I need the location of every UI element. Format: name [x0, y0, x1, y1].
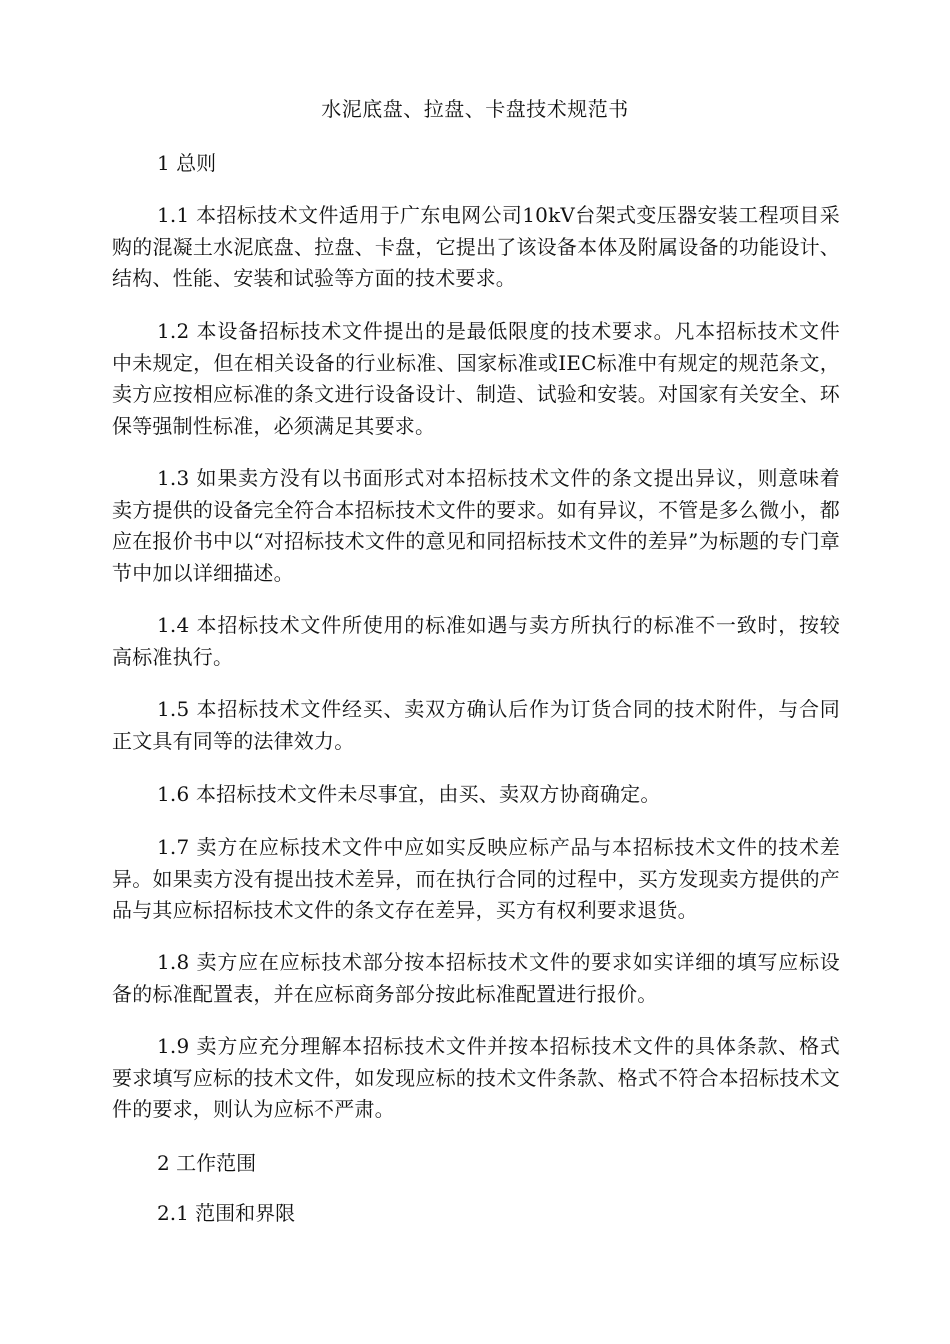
paragraph-1-6: 1.6 本招标技术文件未尽事宜，由买、卖双方协商确定。	[157, 782, 661, 806]
paragraph-1-7: 1.7 卖方在应标技术文件中应如实反映应标产品与本招标技术文件的技术差异。如果卖方没有提出技术差异，而在执行合同的过程中，买方发现卖方提供的产品与其应标招标技术文件的条文存在差异，买方有权利要求退货。	[112, 835, 840, 922]
section-heading-scope: 2 工作范围	[157, 1151, 257, 1175]
paragraph-1-3: 1.3 如果卖方没有以书面形式对本招标技术文件的条文提出异议，则意味着卖方提供的设备完全符合本招标技术文件的要求。如有异议，不管是多么微小，都应在报价书中以“对招标技术文件的意见和同招标技术文件的差异”为标题的专门章节中加以详细描述。	[112, 466, 840, 585]
paragraph-1-5: 1.5 本招标技术文件经买、卖双方确认后作为订货合同的技术附件，与合同正文具有同等的法律效力。	[112, 697, 840, 753]
subsection-heading-scope-boundaries: 2.1 范围和界限	[157, 1201, 296, 1225]
paragraph-1-1: 1.1 本招标技术文件适用于广东电网公司10kV台架式变压器安装工程项目采购的混凝土水泥底盘、拉盘、卡盘，它提出了该设备本体及附属设备的功能设计、结构、性能、安装和试验等方面的技术要求。	[112, 203, 840, 290]
paragraph-1-2: 1.2 本设备招标技术文件提出的是最低限度的技术要求。凡本招标技术文件中未规定，但在相关设备的行业标准、国家标准或IEC标准中有规定的规范条文，卖方应按相应标准的条文进行设备设计、制造、试验和安装。对国家有关安全、环保等强制性标准，必须满足其要求。	[112, 319, 840, 438]
paragraph-1-9: 1.9 卖方应充分理解本招标技术文件并按本招标技术文件的具体条款、格式要求填写应标的技术文件，如发现应标的技术文件条款、格式不符合本招标技术文件的要求，则认为应标不严肃。	[112, 1034, 840, 1121]
document-title: 水泥底盘、拉盘、卡盘技术规范书	[321, 97, 629, 121]
paragraph-1-8: 1.8 卖方应在应标技术部分按本招标技术文件的要求如实详细的填写应标设备的标准配置表，并在应标商务部分按此标准配置进行报价。	[112, 950, 840, 1006]
section-heading-general: 1 总则	[157, 151, 217, 175]
paragraph-1-4: 1.4 本招标技术文件所使用的标准如遇与卖方所执行的标准不一致时，按较高标准执行。	[112, 613, 840, 669]
